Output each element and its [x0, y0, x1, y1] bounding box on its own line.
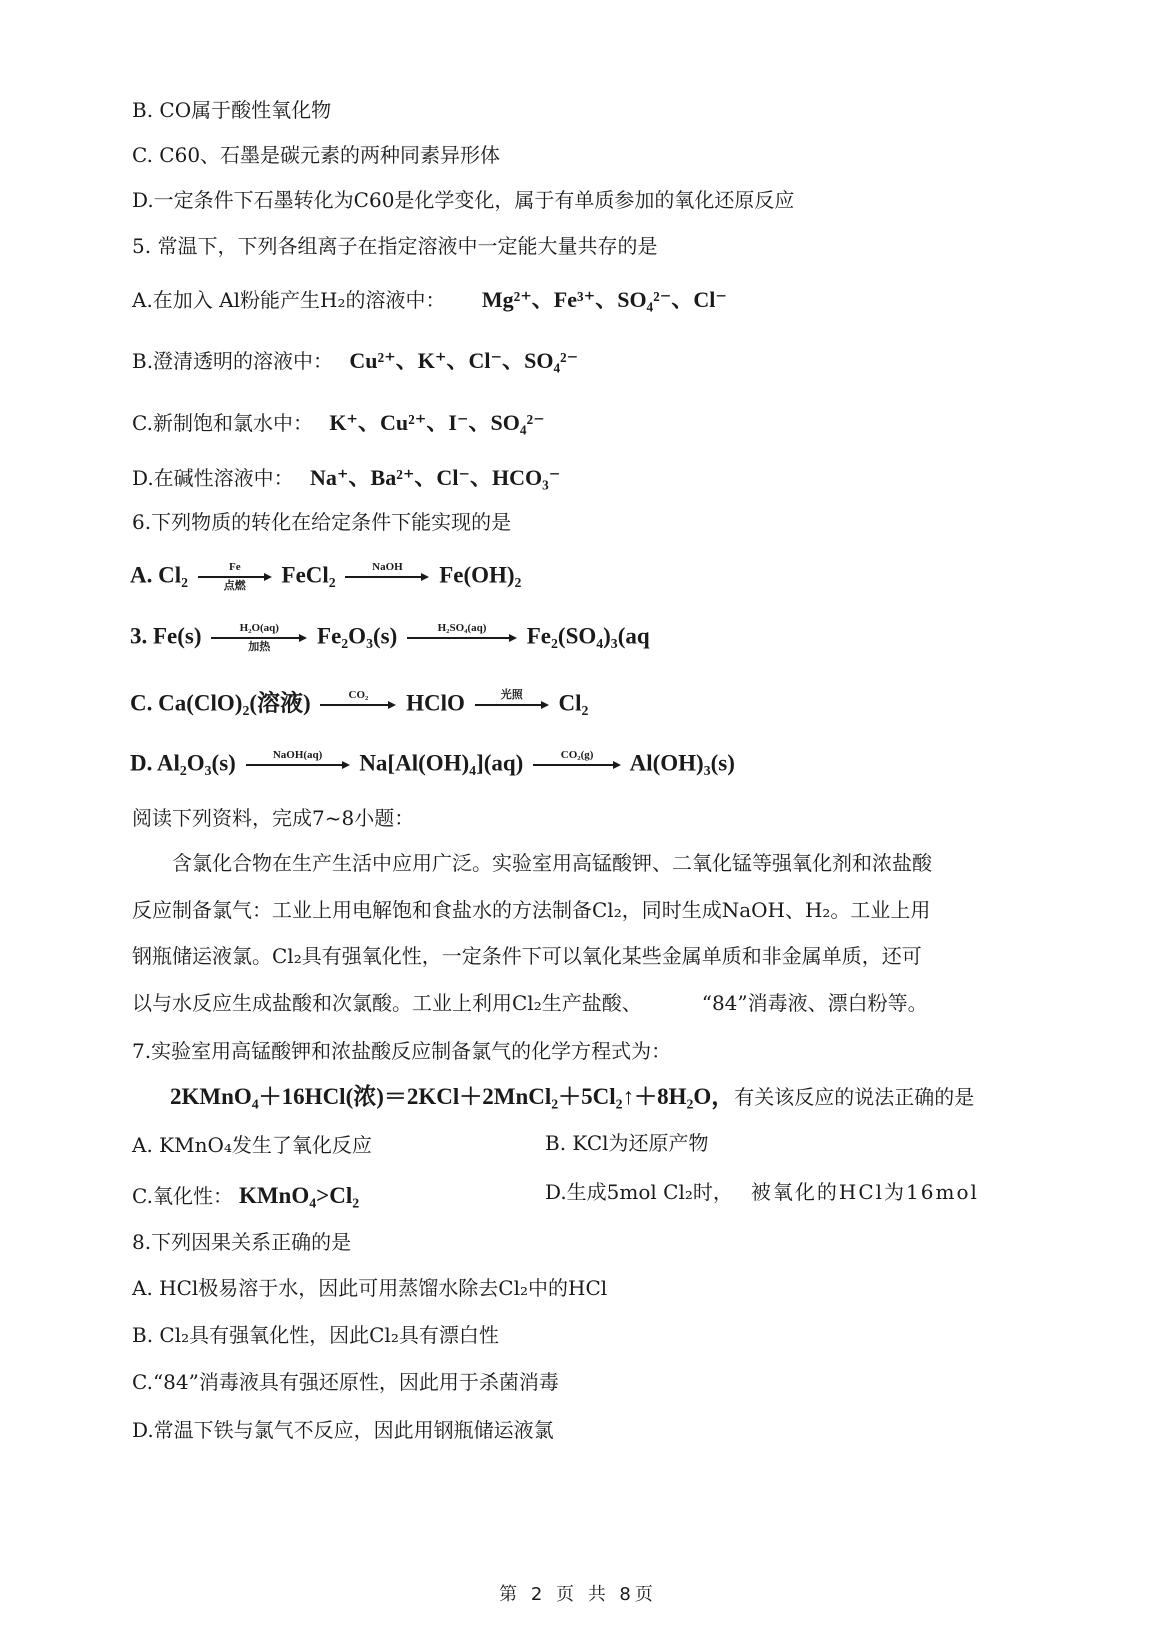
q6a-arrow-1: [198, 562, 272, 592]
q6c-label: C.: [130, 690, 153, 716]
arrow-condition-top: H₂O(aq): [239, 622, 279, 634]
q8-option-c: C.“84”消毒液具有强还原性，因此用于杀菌消毒: [132, 1370, 559, 1394]
passage-line-3: 钢瓶储运液氯。Cl₂具有强氧化性，一定条件下可以氧化某些金属单质和非金属单质，还可: [132, 944, 922, 968]
passage-line-1: 含氯化合物在生产生活中应用广泛。实验室用高锰酸钾、二氧化锰等强氧化剂和浓盐酸: [172, 851, 932, 875]
q7-option-c: [132, 1184, 359, 1207]
q5a-ions: Mg²⁺、Fe³⁺、SO₄²⁻、Cl⁻: [481, 287, 727, 312]
arrow-condition-top: 光照: [500, 689, 523, 701]
q6a-reactant: Cl₂: [158, 562, 189, 588]
q7-equation-line: [170, 1085, 974, 1108]
q6-option-d: [130, 750, 735, 780]
q6d-product: Al(OH)₃(s): [629, 750, 735, 776]
q5b-ions: Cu²⁺、K⁺、Cl⁻、SO₄²⁻: [349, 348, 579, 373]
arrow-condition-bottom: 加热: [248, 641, 271, 653]
q7-equation: 2KMnO₄＋16HCl(浓)＝2KCl＋2MnCl₂＋5Cl₂↑＋8H₂O，: [170, 1084, 735, 1109]
q6a-product: Fe(OH)₂: [439, 562, 522, 588]
q7-option-a: A. KMnO₄发生了氧化反应: [132, 1133, 372, 1157]
arrow-condition-top: CO₂(g): [560, 749, 594, 761]
q6-stem: 6.下列物质的转化在给定条件下能实现的是: [132, 510, 512, 534]
q6d-arrow-2: [533, 750, 621, 780]
q8-option-a: A. HCl极易溶于水，因此可用蒸馏水除去Cl₂中的HCl: [132, 1276, 608, 1300]
q4-option-c: C. C60、石墨是碳元素的两种同素异形体: [132, 143, 501, 167]
passage-line-2: 反应制备氯气：工业上用电解饱和食盐水的方法制备Cl₂，同时生成NaOH、H₂。工业上用: [132, 898, 931, 922]
q6b-intermediate: Fe₂O₃(s): [317, 623, 398, 649]
passage-line-4: [132, 993, 928, 1013]
q5-option-b: [132, 350, 578, 372]
q4-option-b: B. CO属于酸性氧化物: [132, 98, 332, 122]
passage-line-4-start: 以与水反应生成盐酸和次氯酸。工业上利用Cl₂生产盐酸、: [132, 991, 642, 1015]
q6b-reactant: Fe(s): [153, 623, 202, 649]
q6d-reactant: Al₂O₃(s): [156, 750, 236, 776]
q6-option-a: [130, 562, 521, 592]
q6a-intermediate: FeCl₂: [281, 562, 336, 588]
q6c-intermediate: HClO: [406, 690, 465, 716]
q5d-condition: D.在碱性溶液中：: [132, 466, 294, 490]
page-number-footer: 第 2 页 共 8页: [499, 1584, 657, 1605]
q5-stem: 5. 常温下，下列各组离子在指定溶液中一定能大量共存的是: [132, 234, 658, 258]
passage-line-4-end: “84”消毒液、漂白粉等。: [701, 991, 928, 1015]
q6c-arrow-1: [320, 690, 396, 720]
q6b-arrow-1: [211, 623, 307, 653]
q6c-product: Cl₂: [558, 690, 589, 716]
q5c-condition: C.新制饱和氯水中：: [132, 411, 313, 435]
reading-instruction: 阅读下列资料，完成7~8小题：: [132, 806, 415, 830]
q6a-label: A.: [130, 562, 153, 588]
q7-stem: 7.实验室用高锰酸钾和浓盐酸反应制备氯气的化学方程式为：: [132, 1039, 672, 1063]
q6c-reactant: Ca(ClO)₂(溶液): [158, 690, 311, 716]
q6b-label: 3.: [130, 623, 148, 649]
q7-option-d: [545, 1182, 979, 1202]
q7c-label: C.氧化性：: [132, 1184, 233, 1208]
q5-option-a: [132, 289, 727, 311]
arrow-condition-top: NaOH(aq): [272, 749, 323, 761]
q6-option-b: [130, 623, 650, 653]
q6b-arrow-2: [407, 623, 517, 653]
q6d-intermediate: Na[Al(OH)₄](aq): [359, 750, 524, 776]
q8-stem: 8.下列因果关系正确的是: [132, 1230, 352, 1254]
arrow-condition-top: NaOH: [372, 561, 403, 573]
q5-option-d: [132, 467, 560, 489]
q7-option-b: B. KCl为还原产物: [545, 1131, 709, 1155]
q8-option-d: D.常温下铁与氯气不反应，因此用钢瓶储运液氯: [132, 1418, 554, 1442]
q6-option-c: [130, 690, 588, 720]
q5c-ions: K⁺、Cu²⁺、I⁻、SO₄²⁻: [329, 410, 545, 435]
q6c-arrow-2: [475, 690, 549, 720]
arrow-condition-top: CO₂: [348, 689, 369, 701]
q5-option-c: [132, 412, 545, 434]
q5d-ions: Na⁺、Ba²⁺、Cl⁻、HCO₃⁻: [310, 465, 561, 490]
q6d-label: D.: [130, 750, 153, 776]
q6d-arrow-1: [246, 750, 350, 780]
q7-question: 有关该反应的说法正确的是: [734, 1085, 975, 1109]
q6a-arrow-2: [345, 562, 429, 592]
q7c-relation: KMnO₄>Cl₂: [238, 1183, 360, 1208]
q6b-product: Fe₂(SO₄)₃(aq: [526, 623, 650, 649]
q7d-condition: D.生成5mol Cl₂时，: [545, 1180, 733, 1204]
arrow-condition-top: H₂SO₄(aq): [437, 622, 487, 634]
arrow-condition-top: Fe: [228, 561, 241, 573]
q5a-condition: A.在加入 Al粉能产生H₂的溶液中：: [132, 288, 446, 312]
q5b-condition: B.澄清透明的溶液中：: [132, 349, 334, 373]
q8-option-b: B. Cl₂具有强氧化性，因此Cl₂具有漂白性: [132, 1323, 499, 1347]
q4-option-d: D.一定条件下石墨转化为C60是化学变化，属于有单质参加的氧化还原反应: [132, 188, 795, 212]
arrow-condition-bottom: 点燃: [223, 580, 246, 592]
q7d-conclusion: 被氧化的HCl为16mol: [750, 1180, 979, 1204]
